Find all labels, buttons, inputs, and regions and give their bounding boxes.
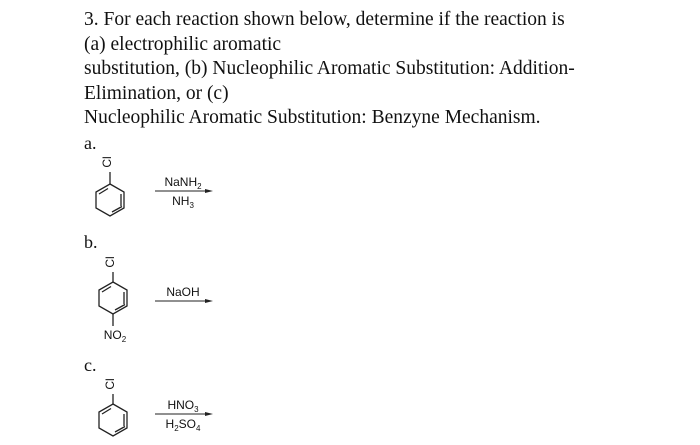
reaction-a-arrowhead	[205, 189, 213, 193]
reaction-b-benzene-ring	[99, 282, 127, 314]
reaction-a-benzene-ring	[96, 184, 124, 216]
question-line-2: (a) electrophilic aromatic	[84, 33, 282, 55]
reaction-b-scheme	[80, 252, 240, 352]
reaction-a-scheme	[80, 152, 240, 222]
reaction-c-label: c.	[84, 355, 97, 375]
question-line-3: substitution, (b) Nucleophilic Aromatic Substitution: Addition-	[84, 58, 575, 79]
reaction-c-reagent-below: $H_2SO_4$	[165, 417, 201, 433]
reaction-c-benzene-ring	[99, 404, 127, 436]
reaction-c-scheme	[80, 374, 240, 444]
reaction-b-substituent-no2: $NO_2$	[103, 328, 127, 344]
reaction-a-substituent-cl: Cl	[100, 156, 114, 168]
reaction-b-reagent-above: NaOH	[166, 285, 200, 299]
question-text	[84, 8, 684, 131]
question-line-1: 3. For each reaction shown below, determine if the reaction is	[84, 9, 565, 30]
question-line-4: Elimination, or (c)	[84, 82, 229, 104]
reaction-b-label: b.	[84, 232, 98, 252]
reaction-b-substituent-cl: Cl	[103, 256, 117, 268]
reaction-a-label: a.	[84, 133, 97, 153]
reaction-a-reagent-below: $NH_3$	[172, 194, 194, 210]
reaction-c-reagent-above: $HNO_3$	[167, 398, 199, 414]
reaction-c-substituent-cl: Cl	[103, 378, 117, 390]
reaction-b-arrowhead	[205, 299, 213, 303]
question-line-5: Nucleophilic Aromatic Substitution: Benzyne Mechanism.	[84, 107, 541, 128]
reaction-a-reagent-above: NaNH$_2$	[164, 175, 202, 191]
reaction-c-arrowhead	[205, 412, 213, 416]
